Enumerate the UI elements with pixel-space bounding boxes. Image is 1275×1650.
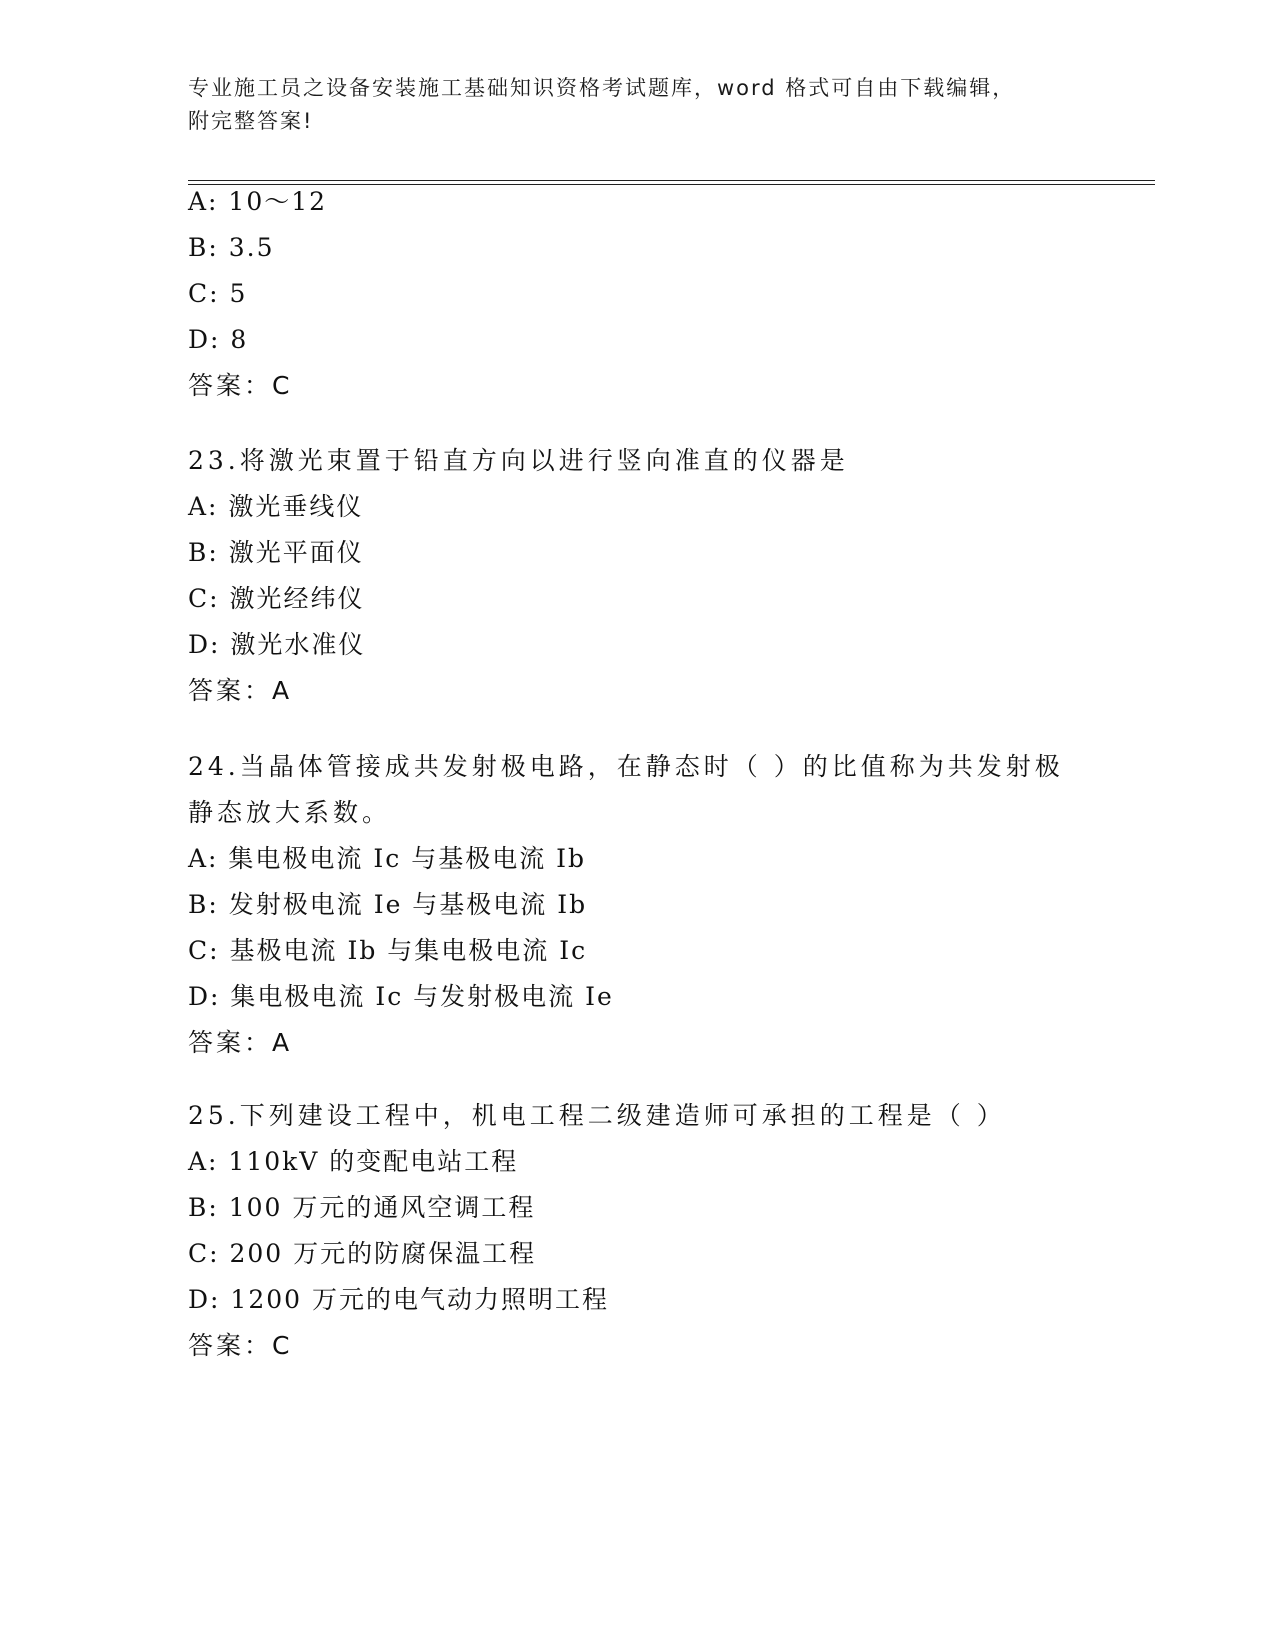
question-24: [188, 744, 1088, 1066]
question-text-line-2: 静态放大系数。: [188, 798, 392, 827]
question-text-line-1: 24.当晶体管接成共发射极电路，在静态时（ ）的比值称为共发射极: [188, 752, 1064, 781]
header-line-2: 附完整答案!: [188, 109, 314, 133]
option-c: C: 200 万元的防腐保温工程: [188, 1239, 537, 1268]
option-d: D: 1200 万元的电气动力照明工程: [188, 1285, 609, 1314]
option-d: D: 集电极电流 Ic 与发射极电流 Ie: [188, 982, 614, 1011]
question-text: 25.下列建设工程中，机电工程二级建造师可承担的工程是（ ）: [188, 1101, 1006, 1130]
option-a: A: 10～12: [188, 187, 328, 216]
option-c: C: 基极电流 Ib 与集电极电流 Ic: [188, 936, 588, 965]
header-line-1: 专业施工员之设备安装施工基础知识资格考试题库，word 格式可自由下载编辑，: [188, 76, 1016, 100]
question-23: [188, 438, 1088, 714]
question-22: [188, 179, 1088, 409]
answer: 答案：C: [188, 371, 293, 400]
option-a: A: 集电极电流 Ic 与基极电流 Ib: [188, 844, 587, 873]
option-a: A: 激光垂线仪: [188, 492, 364, 521]
answer: 答案：C: [188, 1331, 293, 1360]
answer: 答案：A: [188, 676, 293, 705]
option-d: D: 8: [188, 325, 249, 354]
question-25: [188, 1093, 1088, 1369]
answer: 答案：A: [188, 1028, 293, 1057]
option-b: B: 发射极电流 Ie 与基极电流 Ib: [188, 890, 588, 919]
option-b: B: 100 万元的通风空调工程: [188, 1193, 536, 1222]
document-header: [188, 72, 1078, 138]
option-b: B: 激光平面仪: [188, 538, 364, 567]
question-text: 23.将激光束置于铅直方向以进行竖向准直的仪器是: [188, 446, 849, 475]
option-a: A: 110kV 的变配电站工程: [188, 1147, 519, 1176]
option-c: C: 激光经纬仪: [188, 584, 365, 613]
option-b: B: 3.5: [188, 233, 275, 262]
option-d: D: 激光水准仪: [188, 630, 366, 659]
option-c: C: 5: [188, 279, 248, 308]
